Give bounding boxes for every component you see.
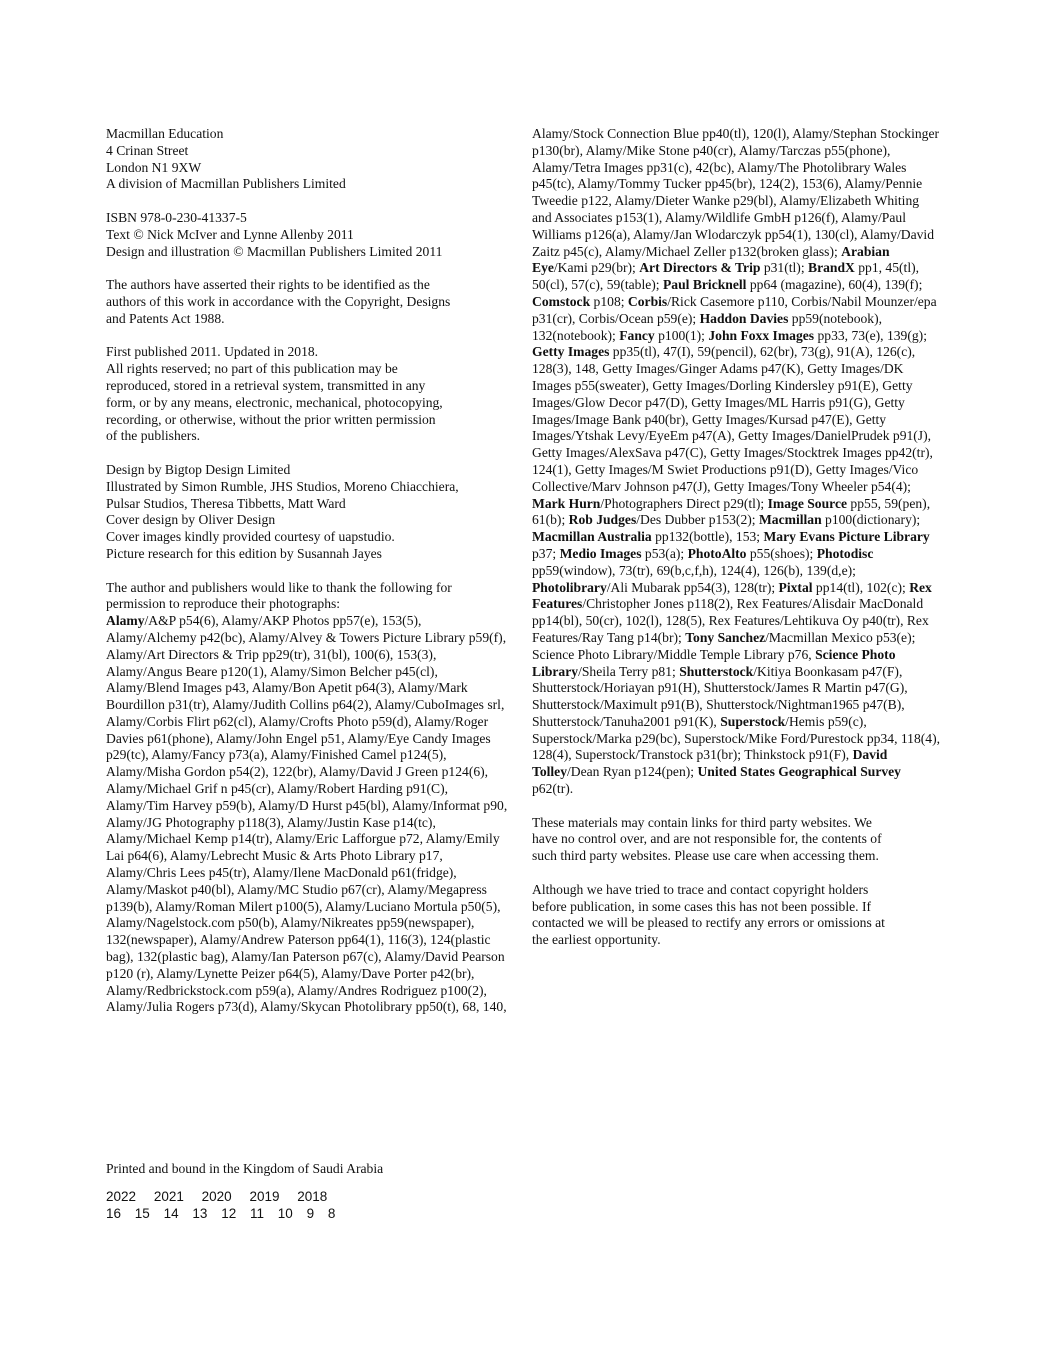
text-line: have no control over, and are not responsible for, the contents of [532, 831, 882, 847]
credit-details: p108; [590, 293, 628, 309]
credit-source: Mary Evans Picture Library [763, 529, 930, 545]
publisher-address [106, 126, 510, 193]
isbn: ISBN 978-0-230-41337-5 [106, 209, 247, 225]
credit-source: Haddon Davies [699, 310, 789, 326]
text-line: Pulsar Studios, Theresa Tibbetts, Matt Ward [106, 495, 346, 511]
text-line: contacted we will be pleased to rectify any errors or omissions at [532, 915, 885, 931]
text-line: recording, or otherwise, without the prior written permission [106, 411, 436, 427]
text-line: Cover design by Oliver Design [106, 512, 276, 528]
credit-source: Rex Features [532, 579, 932, 612]
credit-details: /Photographers Direct p29(tl); [600, 495, 768, 511]
text-line: Illustrated by Simon Rumble, JHS Studios, Moreno Chiacchiera, [106, 478, 459, 494]
credit-source: PhotoAlto [687, 545, 747, 561]
copyright-disclaimer [532, 882, 942, 949]
third-party-notice [532, 815, 942, 865]
design-credits [106, 462, 510, 563]
credit-entry [106, 613, 507, 1014]
credit-details: /A&P p54(6), Alamy/AKP Photos pp57(e), 153(5), Alamy/Alchemy p42(bc), Alamy/Alvey & Towers Picture Library p59(f), Alamy/Art Directors & Trip pp29(tr), 31(bl), 100(6), 153(3), Alamy/Angus Beare p120(1), Alamy/Simon Belcher p45(cl), Alamy/Blend Images p43, Alamy/Bon Apetit p64(3), Alamy/Mark Bourdillon p31(tr), Alamy/Judith Collins p64(2), Alamy/CuboImages srl, Alamy/Corbis Flirt p62(cl), Alamy/Crofts Photo p59(d), Alamy/Roger Davies p61(phone), Alamy/John Engel p51, Alamy/Eye Candy Images p29(tc), Alamy/Fancy p73(a), Alamy/Finished Camel p124(5), Alamy/Misha Gordon p54(2), 122(br), Alamy/David J Green p124(6), Alamy/Michael Grif n p45(cr), Alamy/Robert Harding p91(C), Alamy/Tim Harvey p59(b), Alamy/D Hurst p45(bl), Alamy/Informat p90, Alamy/JG Photography p118(3), Alamy/Justin Kase p14(tc), Alamy/Michael Kemp p14(tr), Alamy/Eric Lafforgue p72, Alamy/Emily Lai p64(6), Alamy/Lebrecht Music & Arts Photo Library p17, Alamy/Chris Lees p45(tr), Alamy/Ilene MacDonald p61(fridge), Alamy/Maskot p40(bl), Alamy/MC Studio p67(cr), Alamy/Megapress p139(b), Alamy/Roman Milert p100(5), Alamy/Luciano Mortula p50(5), Alamy/Nagelstock.com p50(b), Alamy/Nikreates pp59(newspaper), 132(newspaper), Alamy/Andrew Paterson pp64(1), 116(3), 124(plastic bag), 132(plastic bag), Alamy/Ian Paterson p67(c), Alamy/David Pearson p120 (r), Alamy/Lynette Peizer p64(5), Alamy/Dave Porter p42(br), Alamy/Redbrickstock.com p59(a), Alamy/Andres Rodriguez p100(2), Alamy/Julia Rogers p73(d), Alamy/Skycan Photolibrary pp50(t), 68, 140, [106, 613, 508, 1015]
credit-details: p100(1); [654, 327, 709, 343]
text-line: First published 2011. Updated in 2018. [106, 344, 319, 360]
text-line: such third party websites. Please use care when accessing them. [532, 848, 879, 864]
credit-details: p55(shoes); [746, 545, 817, 561]
credit-entry [779, 580, 910, 595]
credit-details: p37; [532, 545, 560, 561]
printing-year: 2022 [106, 1189, 137, 1204]
credit-source: Macmillan Australia [532, 529, 652, 545]
credit-source: Photolibrary [532, 579, 607, 595]
credit-details: Alamy/Stock Connection Blue pp40(tl), 120(l), Alamy/Stephan Stockinger p130(br), Alamy/Mike Stone p40(cr), Alamy/Tarczas p55(phone), Alamy/Tetra Images pp31(c), 42(bc), Alamy/The Photolibrary Wales p45(tc), Alamy/Tommy Tucker pp45(br), 124(2), 153(6), Alamy/Pennie Tweedie p122, Alamy/Dieter Wanke p29(bl), Alamy/Elizabeth Whiting and Associates p153(1), Alamy/Wildlife GmbH p126(f), Alamy/Paul Williams p126(a), Alamy/Jan Wlodarczyk pp54(1), 130(cl), Alamy/David Zaitz p45(c), Alamy/Michael Zeller p132(broken glass); [532, 126, 940, 259]
credit-entry [759, 512, 920, 527]
credit-source: Shutterstock [679, 663, 754, 679]
credit-source: John Foxx Images [708, 327, 815, 343]
text-line: authors of this work in accordance with the Copyright, Designs [106, 293, 451, 309]
credit-details: p31(tl); [760, 260, 808, 276]
credit-details: p100(dictionary); [821, 512, 921, 528]
credit-source: Getty Images [532, 344, 610, 360]
credit-details: /Des Dubber p153(2); [636, 512, 759, 528]
printed-in: Printed and bound in the Kingdom of Saudi Arabia [106, 1161, 384, 1176]
printing-number: 16 [106, 1206, 122, 1221]
printing-number: 14 [163, 1206, 179, 1221]
publication-notice [106, 344, 510, 445]
text-line: The author and publishers would like to thank the following for [106, 579, 452, 595]
printing-year: 2020 [201, 1189, 232, 1204]
text-line: Although we have tried to trace and contact copyright holders [532, 881, 869, 897]
printing-year: 2018 [297, 1189, 328, 1204]
printing-year: 2019 [249, 1189, 280, 1204]
credit-source: Pixtal [778, 579, 813, 595]
credit-details: /Kami p29(br); [553, 260, 640, 276]
credit-entry [532, 580, 779, 595]
credit-entry [663, 277, 922, 292]
credit-entry [532, 529, 763, 544]
credit-source: Comstock [532, 293, 591, 309]
publisher-division: A division of Macmillan Publishers Limited [106, 176, 346, 192]
credit-source: Art Directors & Trip [639, 260, 761, 276]
credit-entry [532, 126, 939, 259]
printing-line [106, 1188, 345, 1222]
left-column [106, 126, 510, 1033]
credit-source: Corbis [627, 293, 668, 309]
credit-source: Tony Sanchez [685, 629, 766, 645]
credit-entry [560, 546, 688, 561]
printing-number: 10 [277, 1206, 293, 1221]
publisher-name: Macmillan Education [106, 126, 224, 141]
credit-entry [639, 260, 808, 275]
printing-number: 15 [134, 1206, 150, 1221]
credit-details: pp14(tl), 102(c); [812, 579, 910, 595]
credit-source: David Tolley [532, 747, 888, 780]
printing-number: 8 [327, 1206, 336, 1221]
text-line: Picture research for this edition by Susannah Jayes [106, 545, 382, 561]
credit-entry [569, 512, 759, 527]
photo-credits-part-2 [532, 126, 942, 798]
credit-source: Paul Bricknell [662, 277, 747, 293]
credit-source: Fancy [619, 327, 655, 343]
credit-details: pp59(notebook), 132(notebook); [532, 310, 883, 343]
credit-entry [619, 328, 708, 343]
credit-entry [532, 344, 933, 493]
credit-details: p53(a); [641, 545, 688, 561]
printing-number: 9 [306, 1206, 315, 1221]
credit-source: Image Source [767, 495, 848, 511]
credit-details: pp35(tl), 47(I), 59(pencil), 62(br), 73(g), 91(A), 126(c), 128(3), 148, Getty Images/Ginger Adams p47(K), Getty Images/DK Images p55(sweater), Getty Images/Dorling Kindersley p91(E), Getty Images/Glow Decor p47(D), Getty Images/ML Harris p91(G), Getty Images/Image Bank p40(br), Getty Images/Kursad p47(E), Getty Images/Ytshak Levy/EyeEm p47(A), Getty Images/DanielPrudek p91(J), Getty Images/AlexSava p47(C), Getty Images/Stocktrek Images pp42(tr), 124(1), Getty Images/M Swiet Productions p91(D), Getty Images/Vico Collective/Marv Johnson p47(J), Getty Images/Tony Wheeler p54(4); [532, 344, 933, 494]
text-line: The authors have asserted their rights to be identified as the [106, 277, 430, 293]
credit-details: pp132(bottle), 153; [651, 529, 764, 545]
credit-details: /Ali Mubarak pp54(3), 128(tr); [606, 579, 779, 595]
credit-details: pp64 (magazine), 60(4), 139(f); [746, 277, 923, 293]
text-line: All rights reserved; no part of this publication may be [106, 361, 398, 377]
credit-source: Alamy [106, 613, 145, 629]
printing-number: 11 [249, 1206, 264, 1221]
credit-entry [708, 328, 927, 343]
photo-intro [106, 580, 510, 614]
credit-details: pp33, 73(e), 139(g); [814, 327, 927, 343]
credit-details: /Sheila Terry p81; [578, 663, 680, 679]
credit-source: Macmillan [758, 512, 822, 528]
text-line: and Patents Act 1988. [106, 310, 225, 326]
credit-details: /Hemis p59(c), Superstock/Marka p29(bc), Superstock/Mike Ford/Purestock pp34, 118(4), 128(4), Superstock/Transtock p31(br); Thinkstock p91(F), [532, 713, 940, 763]
credit-entry [688, 546, 817, 561]
printing-year: 2021 [153, 1189, 184, 1204]
right-column [532, 126, 942, 966]
text-line: reproduced, stored in a retrieval system, transmitted in any [106, 377, 426, 393]
credit-entry [532, 294, 628, 309]
photo-credits-part-1 [106, 613, 510, 1016]
publisher-street: 4 Crinan Street [106, 142, 189, 158]
printing-number: 13 [192, 1206, 208, 1221]
printing-number: 12 [221, 1206, 237, 1221]
rights-assertion [106, 277, 510, 327]
credit-entry [532, 496, 768, 511]
printing-numbers [106, 1205, 345, 1222]
text-line: form, or by any means, electronic, mechanical, photocopying, [106, 394, 443, 410]
credit-source: Photodisc [816, 545, 874, 561]
credit-details: /Dean Ryan p124(pen); [567, 764, 698, 780]
text-line: the earliest opportunity. [532, 932, 661, 948]
credit-source: Medio Images [559, 545, 642, 561]
credit-details: /Christopher Jones p118(2), Rex Features/Alisdair MacDonald pp14(bl), 50(cr), 102(l), 128(5), Rex Features/Lehtikuva Oy p40(tr), Rex Features/Ray Tang p14(br); [532, 596, 929, 645]
copyright-block [106, 210, 510, 260]
text-copyright: Text © Nick McIver and Lynne Allenby 2011 [106, 226, 354, 242]
credit-source: United States Geographical Survey [697, 764, 901, 780]
text-line: Cover images kindly provided courtesy of uapstudio. [106, 529, 395, 545]
credit-source: Mark Hurn [532, 495, 601, 511]
text-line: These materials may contain links for third party websites. We [532, 814, 872, 830]
credit-source: BrandX [808, 260, 855, 276]
credit-details: pp59(window), 73(tr), 69(b,c,f,h), 124(4), 126(b), 139(d,e); [532, 562, 856, 578]
credit-details: pp1, 45(tl), 50(cl), 57(c), 59(table); [532, 260, 920, 293]
credit-source: Arabian Eye [532, 243, 890, 276]
credit-source: Science Photo Library [532, 646, 896, 679]
design-copyright: Design and illustration © Macmillan Publishers Limited 2011 [106, 243, 443, 259]
credit-details: p62(tr). [532, 781, 574, 797]
printing-years [106, 1188, 345, 1205]
text-line: before publication, in some cases this has not been possible. If [532, 898, 872, 914]
credit-source: Rob Judges [568, 512, 637, 528]
text-line: of the publishers. [106, 428, 201, 444]
credit-details: /Macmillan Mexico p53(e); Science Photo Library/Middle Temple Library p76, [532, 629, 916, 662]
credit-details: pp55, 59(pen), 61(b); [532, 495, 931, 528]
credit-source: Superstock [720, 713, 786, 729]
publisher-city: London N1 9XW [106, 159, 202, 175]
text-line: permission to reproduce their photographs: [106, 596, 341, 612]
credit-details: /Kitiya Boonkasam p47(F), Shutterstock/Horiayan p91(H), Shutterstock/James R Martin p47(G), Shutterstock/Maximult p91(B), Shutterstock/Nightman1965 p47(B), Shutterstock/Tanuha2001 p91(K), [532, 663, 908, 729]
credit-details: /Rick Casemore p110, Corbis/Nabil Mounzer/epa p31(cr), Corbis/Ocean p59(e); [532, 293, 937, 326]
text-line: Design by Bigtop Design Limited [106, 461, 291, 477]
